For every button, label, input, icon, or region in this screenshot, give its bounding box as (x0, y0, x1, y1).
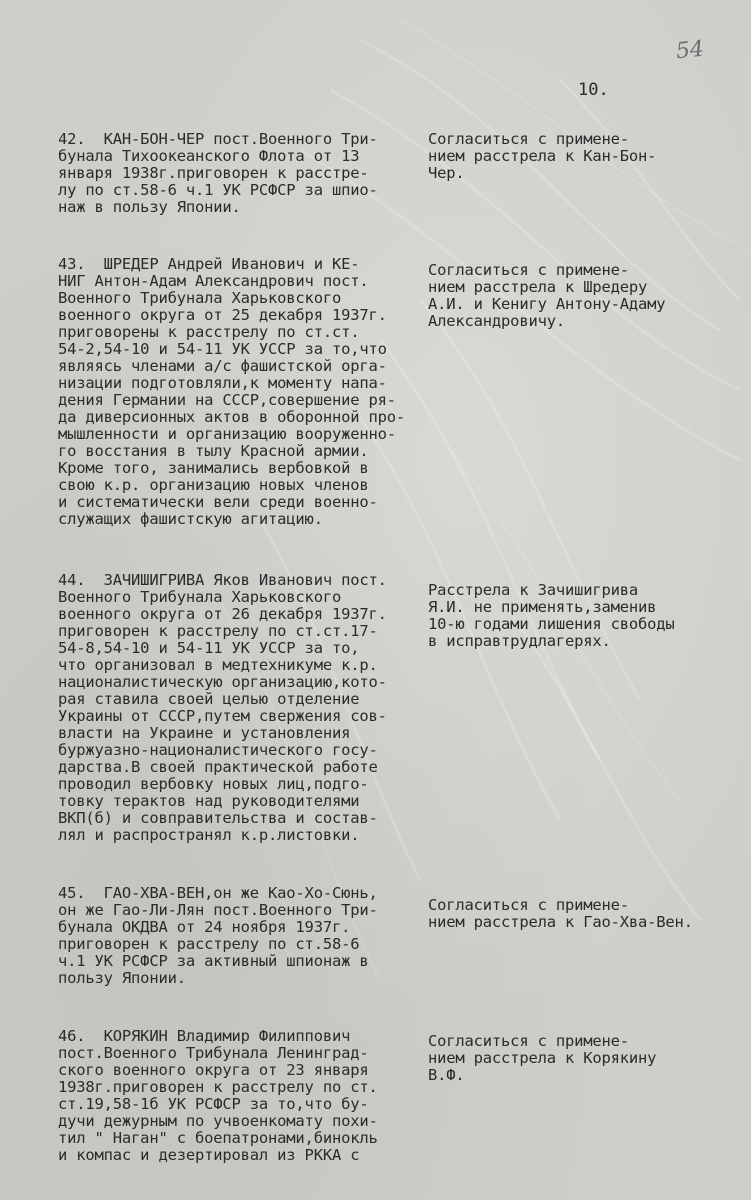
archive-sheet-number: 54 (674, 36, 706, 65)
entry-42-resolution: Согласиться с примене- нием расстрела к Кан-Бон- Чер. (428, 130, 657, 182)
entry-45-resolution: Согласиться с примене- нием расстрела к Гао-Хва-Вен. (428, 896, 693, 931)
entry-45-text: 45. ГАО-ХВА-ВЕН,он же Као-Хо-Сюнь, он же Гао-Ли-Лян пост.Военного Три- бунала ОКДВА от 24 ноября 1937г. приговорен к расстрелу по ст.58-6 ч.1 УК РСФСР за активный шпионаж в пользу Японии. (58, 884, 378, 987)
entry-44-resolution: Расстрела к Зачишигрива Я.И. не применять,заменив 10-ю годами лишения свободы в исправтрудлагерях. (428, 581, 675, 650)
entry-44-text: 44. ЗАЧИШИГРИВА Яков Иванович пост. Военного Трибунала Харьковского военного округа от 26 декабря 1937г. приговорен к расстрелу по ст.ст.17- 54-8,54-10 и 54-11 УК УССР за то, что организовал в медтехникуме к.р. националистическую организацию,кото- рая ставила своей целью отделение Украины от СССР,путем свержения сов- власти на Украине и установления буржуазно-националистического госу- дарства.В своей практической работе проводил вербовку новых лиц,подго- товку терактов над руководителями ВКП(б) и совправительства и состав- лял и распространял к.р.листовки. (58, 571, 387, 844)
page-number: 10. (578, 80, 609, 100)
entry-42-text: 42. КАН-БОН-ЧЕР пост.Военного Три- бунала Тихоокеанского Флота от 13 января 1938г.приговорен к расстре- лу по ст.58-6 ч.1 УК РСФСР за шпио- наж в пользу Японии. (58, 130, 378, 216)
entry-43-text: 43. ШРЕДЕР Андрей Иванович и КЕ- НИГ Антон-Адам Александрович пост. Военного Трибунала Харьковского военного округа от 25 декабря 1937г. приговорены к расстрелу по ст.ст. 54-2,54-10 и 54-11 УК УССР за то,что являясь членами а/с фашистской орга- низации подготовляли,к моменту напа- дения Германии на СССР,совершение ря- да диверсионных актов в оборонной про- мышленности и организацию вооруженно- го восстания в тылу Красной армии. Кроме того, занимались вербовкой в свою к.р. организацию новых членов и систематически вели среди военно- служащих фашистскую агитацию. (58, 255, 406, 528)
entry-43-resolution: Согласиться с примене- нием расстрела к Шредеру А.И. и Кенигу Антону-Адаму Александровичу. (428, 261, 666, 330)
entry-46-resolution: Согласиться с примене- нием расстрела к Корякину В.Ф. (428, 1032, 657, 1084)
entry-46-text: 46. КОРЯКИН Владимир Филиппович пост.Военного Трибунала Ленинград- ского военного округа от 23 января 1938г.приговорен к расстрелу по ст. ст.19,58-1б УК РСФСР за то,что бу- дучи дежурным по учвоенкомату похи- тил " Наган" с боепатронами,бинокль и компас и дезертировал из РККА с (58, 1027, 378, 1164)
